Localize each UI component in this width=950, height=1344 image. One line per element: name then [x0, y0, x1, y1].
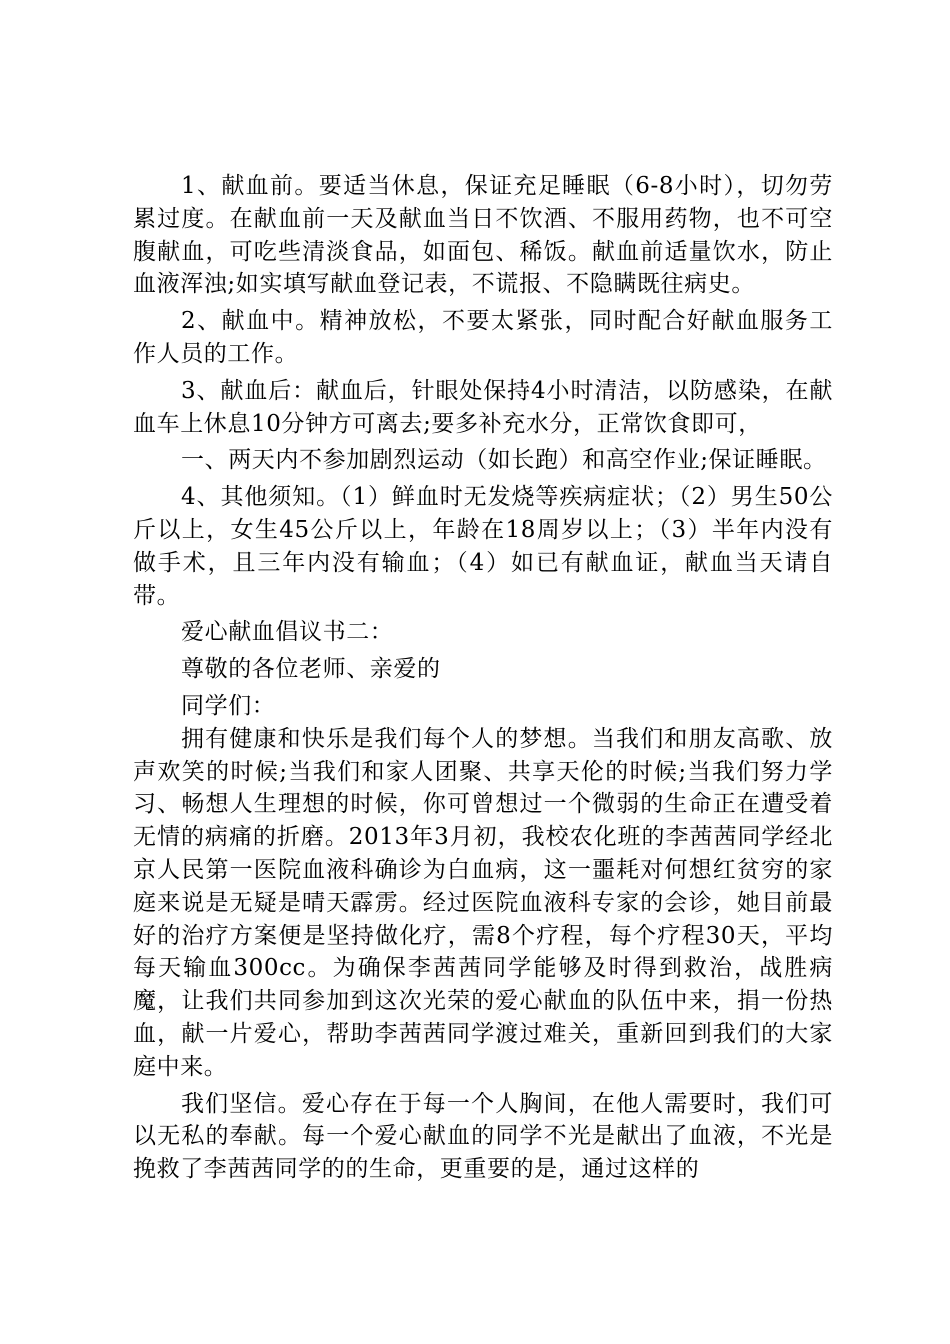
salutation-teachers: 尊敬的各位老师、亲爱的 — [181, 656, 441, 683]
paragraph-before-donation: 1、献血前。要适当休息，保证充足睡眠（6-8小时），切勿劳累过度。在献血前一天及献血当日不饮酒、不服用药物，也不可空腹献血，可吃些清淡食品，如面包、稀饭。献血前适量饮水，防止血液浑浊;如实填写献血登记表，不谎报、不隐瞒既往病史。 — [133, 173, 833, 298]
paragraph-during-donation: 2、献血中。精神放松，不要太紧张，同时配合好献血服务工作人员的工作。 — [133, 308, 833, 367]
salutation-students: 同学们： — [181, 692, 276, 719]
paragraph-belief: 我们坚信。爱心存在于每一个人胸间，在他人需要时，我们可以无私的奉献。每一个爱心献血的同学不光是献出了血液，不光是挽救了李茜茜同学的的生命，更重要的是，通过这样的 — [133, 1090, 833, 1183]
paragraph-no-exercise: 一、两天内不参加剧烈运动（如长跑）和高空作业;保证睡眠。 — [181, 447, 827, 474]
proposal-two-title: 爱心献血倡议书二： — [181, 619, 394, 646]
document-page — [133, 170, 833, 1186]
paragraph-appeal: 拥有健康和快乐是我们每个人的梦想。当我们和朋友高歌、放声欢笑的时候;当我们和家人团聚、共享天伦的时候;当我们努力学习、畅想人生理想的时候，你可曾想过一个微弱的生命正在遭受着无情的病痛的折磨。2013年3月初，我校农化班的李茜茜同学经北京人民第一医院血液科确诊为白血病，这一噩耗对何想红贫穷的家庭来说是无疑是晴天霹雳。经过医院血液科专家的会诊，她目前最好的治疗方案便是坚持做化疗，需8个疗程，每个疗程30天，平均每天输血300cc。为确保李茜茜同学能够及时得到救治，战胜病魔，让我们共同参加到这次光荣的爱心献血的队伍中来，捐一份热血，献一片爱心，帮助李茜茜同学渡过难关，重新回到我们的大家庭中来。 — [133, 725, 833, 1080]
paragraph-after-donation: 3、献血后：献血后，针眼处保持4小时清洁，以防感染，在献血车上休息10分钟方可离去;要多补充水分，正常饮食即可， — [133, 377, 833, 437]
paragraph-other-notes: 4、其他须知。（1）鲜血时无发烧等疾病症状；（2）男生50公斤以上，女生45公斤以上，年龄在18周岁以上；（3）半年内没有做手术，且三年内没有输血；（4）如已有献血证，献血当天请自带。 — [133, 484, 833, 609]
